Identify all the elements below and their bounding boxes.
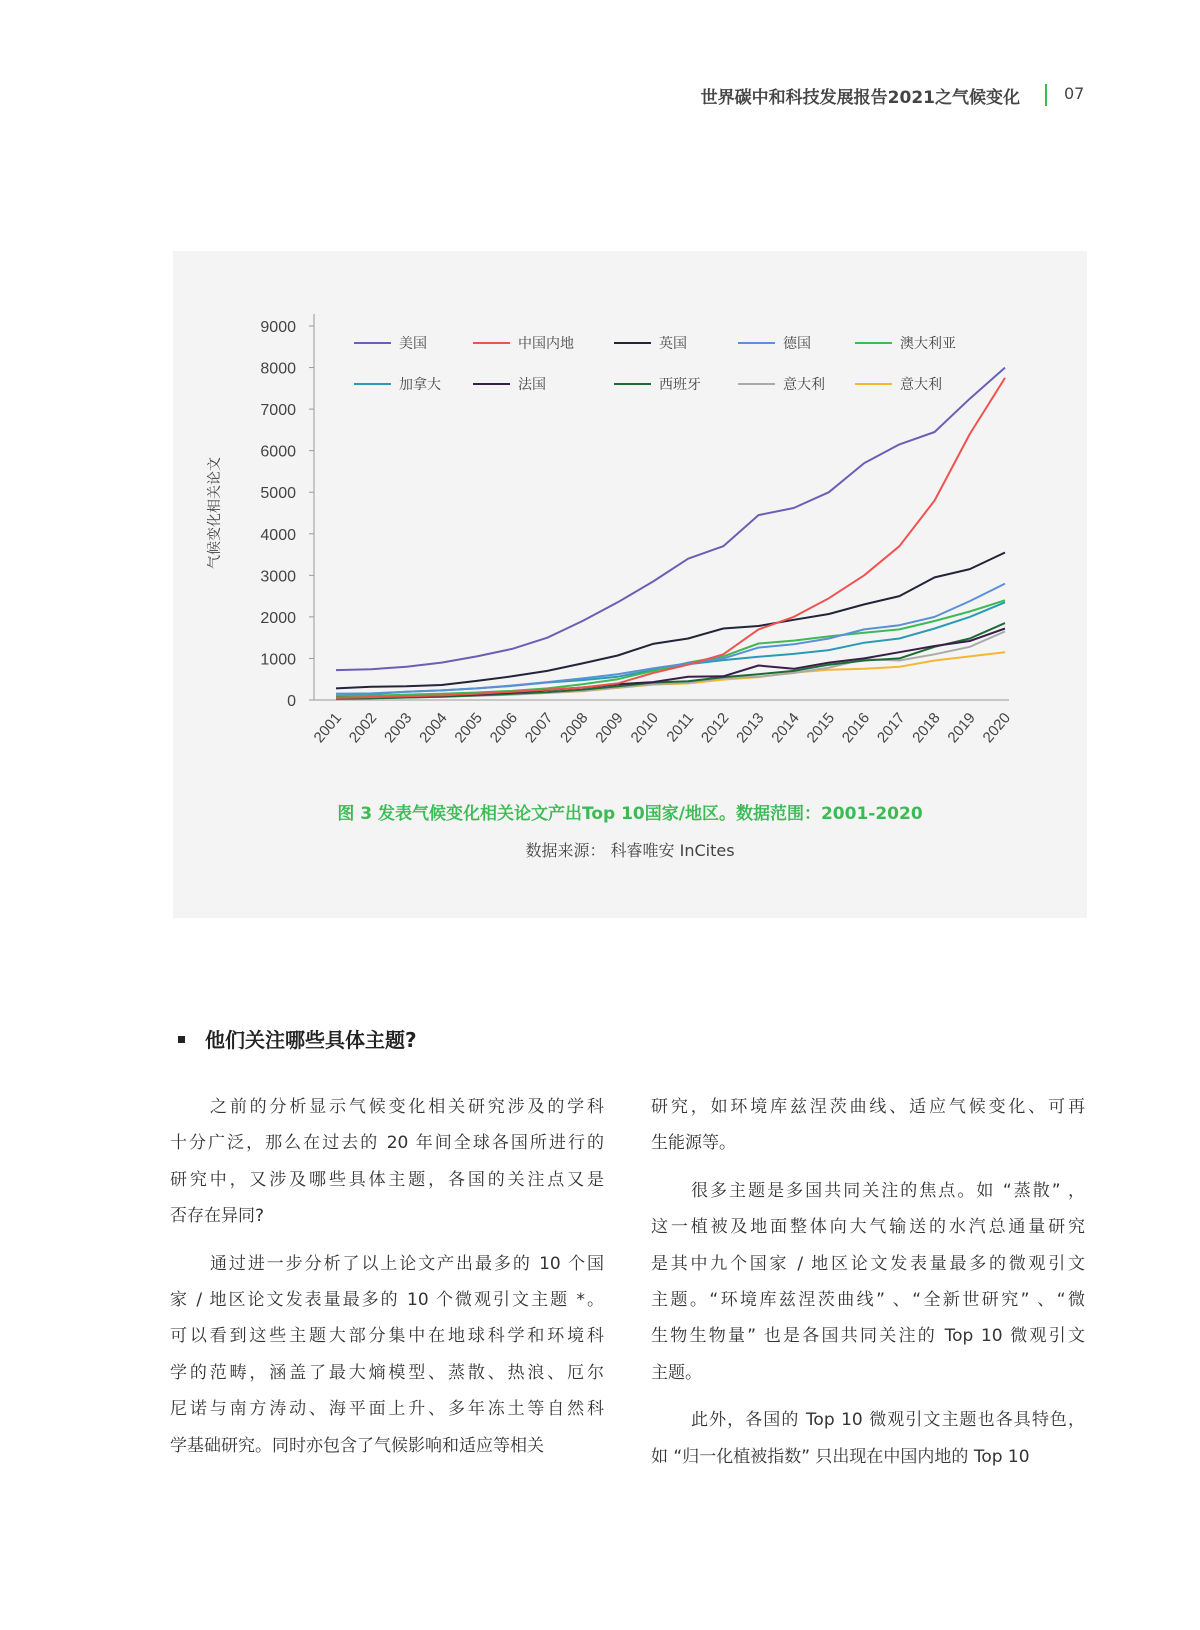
paragraph-line: 是其中九个国家 / 地区论文发表量最多的微观引文 xyxy=(651,1253,1085,1274)
paragraph-line: 学的范畴，涵盖了最大熵模型、蒸散、热浪、厄尔 xyxy=(170,1362,604,1383)
x-tick-label: 2001 xyxy=(310,709,346,747)
x-tick-label: 2011 xyxy=(663,709,698,746)
y-tick-label: 6000 xyxy=(260,443,296,461)
y-tick-label: 9000 xyxy=(260,319,296,336)
figure-panel xyxy=(173,251,1087,918)
paragraph-line: 研究中，又涉及哪些具体主题，各国的关注点又是 xyxy=(170,1169,604,1190)
series-line xyxy=(336,623,1005,699)
series-line xyxy=(336,602,1005,694)
paragraph-line: 十分广泛，那么在过去的 20 年间全球各国所进行的 xyxy=(170,1133,604,1154)
x-tick-label: 2006 xyxy=(486,709,522,747)
paragraph xyxy=(170,1246,604,1464)
paragraph-line: 之前的分析显示气候变化相关研究涉及的学科 xyxy=(210,1097,604,1117)
y-tick-label: 8000 xyxy=(260,360,296,378)
paragraph xyxy=(651,1173,1085,1391)
text-column-left xyxy=(170,1089,604,1475)
paragraph-line: 否存在异同? xyxy=(170,1206,265,1227)
report-title: 世界碳中和科技发展报告2021之气候变化 xyxy=(700,88,1020,108)
paragraph-line: 通过进一步分析了以上论文产出最多的 10 个国 xyxy=(210,1253,604,1274)
y-axis-label: 气候变化相关论文 xyxy=(207,457,223,569)
paragraph-line: 可以看到这些主题大部分集中在地球科学和环境科 xyxy=(170,1326,604,1347)
series-line xyxy=(336,584,1005,694)
y-tick-label: 2000 xyxy=(260,609,296,627)
paragraph-line: 研究，如环境库兹涅茨曲线、适应气候变化、可再 xyxy=(651,1097,1085,1117)
paragraph-line: 生能源等。 xyxy=(651,1133,736,1154)
x-tick-label: 2019 xyxy=(944,709,979,747)
x-tick-label: 2009 xyxy=(592,709,627,747)
paragraph-line: 此外，各国的 Top 10 微观引文主题也各具特色， xyxy=(691,1410,1085,1431)
paragraph-line: 很多主题是多国共同关注的焦点。如 “蒸散” ， xyxy=(691,1180,1085,1201)
legend-label: 中国内地 xyxy=(518,336,574,352)
paragraph-line: 主题。 xyxy=(651,1362,702,1383)
x-tick-label: 2013 xyxy=(733,709,768,747)
paragraph-line: 主题。“环境库兹涅茨曲线” 、“全新世研究” 、“微 xyxy=(651,1289,1085,1310)
paragraph-line: 尼诺与南方涛动、海平面上升、多年冻土等自然科 xyxy=(170,1399,604,1420)
x-tick-label: 2007 xyxy=(521,709,557,747)
y-tick-label: 4000 xyxy=(260,526,296,544)
legend-label: 美国 xyxy=(399,336,427,352)
paragraph-line: 生物生物量” 也是各国共同关注的 Top 10 微观引文 xyxy=(651,1326,1085,1347)
y-tick-label: 0 xyxy=(287,693,296,710)
series-line xyxy=(336,378,1005,698)
legend-label: 西班牙 xyxy=(659,377,701,393)
x-tick-label: 2012 xyxy=(697,709,733,747)
paragraph-line: 如 “归一化植被指数” 只出现在中国内地的 Top 10 xyxy=(651,1446,1030,1467)
paragraph xyxy=(170,1089,604,1235)
x-tick-label: 2014 xyxy=(768,709,803,747)
figure-caption: 图 3 发表气候变化相关论文产出Top 10国家/地区。数据范围：2001-2020 xyxy=(337,804,923,824)
x-tick-label: 2017 xyxy=(873,709,909,747)
paragraph-line: 这一植被及地面整体向大气输送的水汽总通量研究 xyxy=(651,1217,1085,1238)
y-tick-label: 3000 xyxy=(260,568,296,586)
legend-label: 英国 xyxy=(659,336,687,352)
line-chart xyxy=(173,251,1087,791)
x-tick-label: 2008 xyxy=(557,709,592,747)
x-tick-label: 2016 xyxy=(838,709,874,747)
section-heading xyxy=(178,1024,417,1053)
x-tick-label: 2002 xyxy=(345,709,381,747)
figure-source: 数据来源： 科睿唯安 InCites xyxy=(525,841,735,860)
text-column-right xyxy=(651,1089,1085,1486)
legend-label: 法国 xyxy=(518,377,546,393)
x-tick-label: 2018 xyxy=(909,709,944,747)
x-tick-label: 2004 xyxy=(416,709,451,747)
page-number: 07 xyxy=(1064,84,1085,103)
legend-label: 德国 xyxy=(783,336,811,352)
legend-label: 意大利 xyxy=(783,377,825,393)
paragraph xyxy=(651,1089,1085,1162)
legend-label: 意大利 xyxy=(900,377,942,393)
paragraph-line: 家 / 地区论文发表量最多的 10 个微观引文主题 *。 xyxy=(170,1289,604,1310)
paragraph xyxy=(651,1402,1085,1475)
y-tick-label: 1000 xyxy=(260,651,296,669)
legend-label: 澳大利亚 xyxy=(900,336,956,352)
x-tick-label: 2015 xyxy=(803,709,839,747)
x-tick-label: 2005 xyxy=(451,709,486,747)
x-tick-label: 2003 xyxy=(381,709,416,747)
y-tick-label: 5000 xyxy=(260,485,296,503)
x-tick-label: 2010 xyxy=(627,709,662,747)
paragraph-line: 学基础研究。同时亦包含了气候影响和适应等相关 xyxy=(170,1435,544,1456)
section-heading-text: 他们关注哪些具体主题? xyxy=(205,1028,417,1052)
x-tick-label: 2020 xyxy=(979,709,1015,747)
y-tick-label: 7000 xyxy=(260,402,296,420)
legend-label: 加拿大 xyxy=(399,377,441,393)
header-divider xyxy=(1045,84,1047,106)
bullet-icon xyxy=(178,1036,185,1043)
